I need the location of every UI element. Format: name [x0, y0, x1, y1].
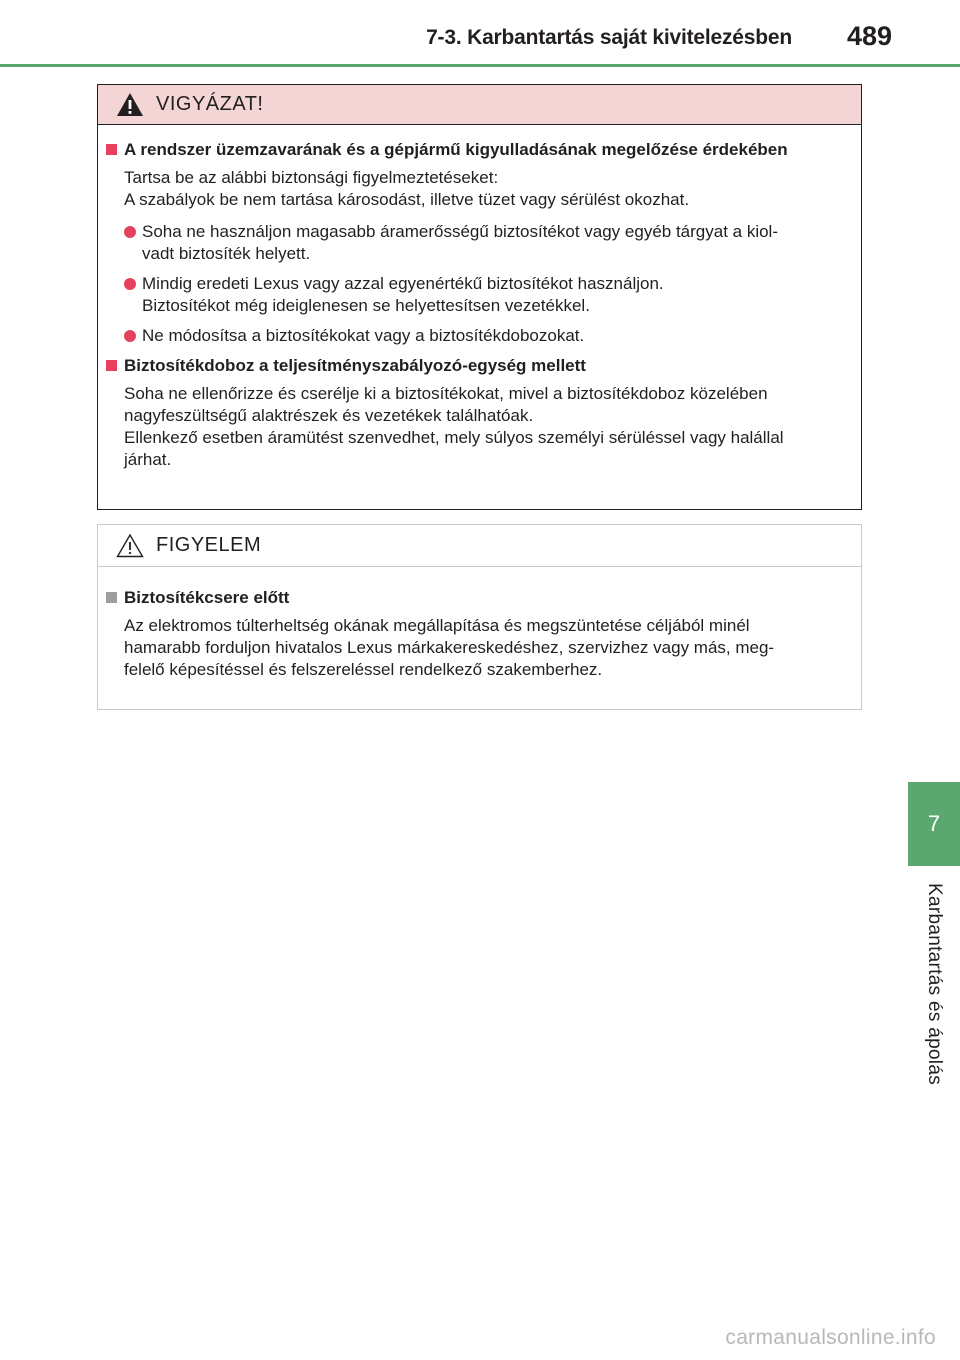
section-title-text: A rendszer üzemzavarának és a gépjármű kigyulladásának megelőzése érdekében: [124, 140, 788, 159]
text-line: Ne módosítsa a biztosítékokat vagy a biztosítékdobozokat.: [142, 326, 585, 345]
square-bullet-icon: [106, 592, 117, 603]
text-line: járhat.: [124, 450, 172, 469]
round-bullet-icon: [124, 278, 136, 290]
notice-header: [98, 525, 861, 567]
text-line: vadt biztosíték helyett.: [142, 244, 311, 263]
caution-triangle-icon: [116, 533, 144, 558]
text-line: Tartsa be az alábbi biztonsági figyelmeztetéseket:: [124, 168, 499, 187]
warning-bullet: [106, 221, 853, 265]
text-line: A szabályok be nem tartása károsodást, illetve tüzet vagy sérülést okozhat.: [124, 190, 690, 209]
chapter-label: [906, 874, 960, 1094]
chapter-tab: [908, 782, 960, 866]
text-line: Mindig eredeti Lexus vagy azzal egyenértékű biztosítékot használjon.: [142, 274, 664, 293]
text-line: Biztosítékot még ideiglenesen se helyettesítsen vezetékkel.: [142, 296, 590, 315]
text-line: hamarabb forduljon hivatalos Lexus márkakereskedéshez, szervizhez vagy más, meg-: [124, 638, 775, 657]
text-line: Soha ne használjon magasabb áramerősségű biztosítékot vagy egyéb tárgyat a kiol-: [142, 222, 778, 241]
notice-body: [98, 567, 861, 681]
header-rule: [0, 64, 960, 67]
notice-paragraph: [106, 615, 853, 681]
watermark: carmanualsonline.info: [725, 1326, 936, 1349]
chapter-number: 7: [927, 811, 941, 836]
section-title-text: Biztosítékcsere előtt: [124, 588, 290, 607]
warning-bullet: [106, 325, 853, 347]
page-number: 489: [846, 21, 892, 51]
text-line: Ellenkező esetben áramütést szenvedhet, mely súlyos személyi sérüléssel vagy halállal: [124, 428, 784, 447]
warning-body: [98, 125, 861, 471]
text-line: felelő képesítéssel és felszereléssel rendelkező szakemberhez.: [124, 660, 603, 679]
notice-section-title: [106, 587, 853, 609]
warning-bullet: [106, 273, 853, 317]
warning-triangle-icon: [116, 92, 144, 117]
warning-heading: VIGYÁZAT!: [156, 93, 264, 115]
section-title-text: Biztosítékdoboz a teljesítményszabályozó-egység mellett: [124, 356, 586, 375]
text-line: Az elektromos túlterheltség okának megállapítása és megszüntetése céljából minél: [124, 616, 750, 635]
warning-intro: [106, 167, 853, 211]
text-line: Soha ne ellenőrizze és cserélje ki a biztosítékokat, mivel a biztosítékdoboz közelében: [124, 384, 768, 403]
notice-heading: FIGYELEM: [156, 534, 262, 556]
round-bullet-icon: [124, 226, 136, 238]
square-bullet-icon: [106, 360, 117, 371]
warning-header: [98, 85, 861, 125]
chapter-title: Karbantartás és ápolás: [924, 883, 945, 1085]
header-section-title: 7-3. Karbantartás saját kivitelezésben: [426, 26, 792, 49]
square-bullet-icon: [106, 144, 117, 155]
warning-paragraph: [106, 383, 853, 471]
warning-section-title: [106, 139, 853, 161]
round-bullet-icon: [124, 330, 136, 342]
notice-box: [97, 524, 862, 710]
warning-box: [97, 84, 862, 510]
warning-section-title: [106, 355, 853, 377]
text-line: nagyfeszültségű alaktrészek és vezetékek találhatóak.: [124, 406, 534, 425]
